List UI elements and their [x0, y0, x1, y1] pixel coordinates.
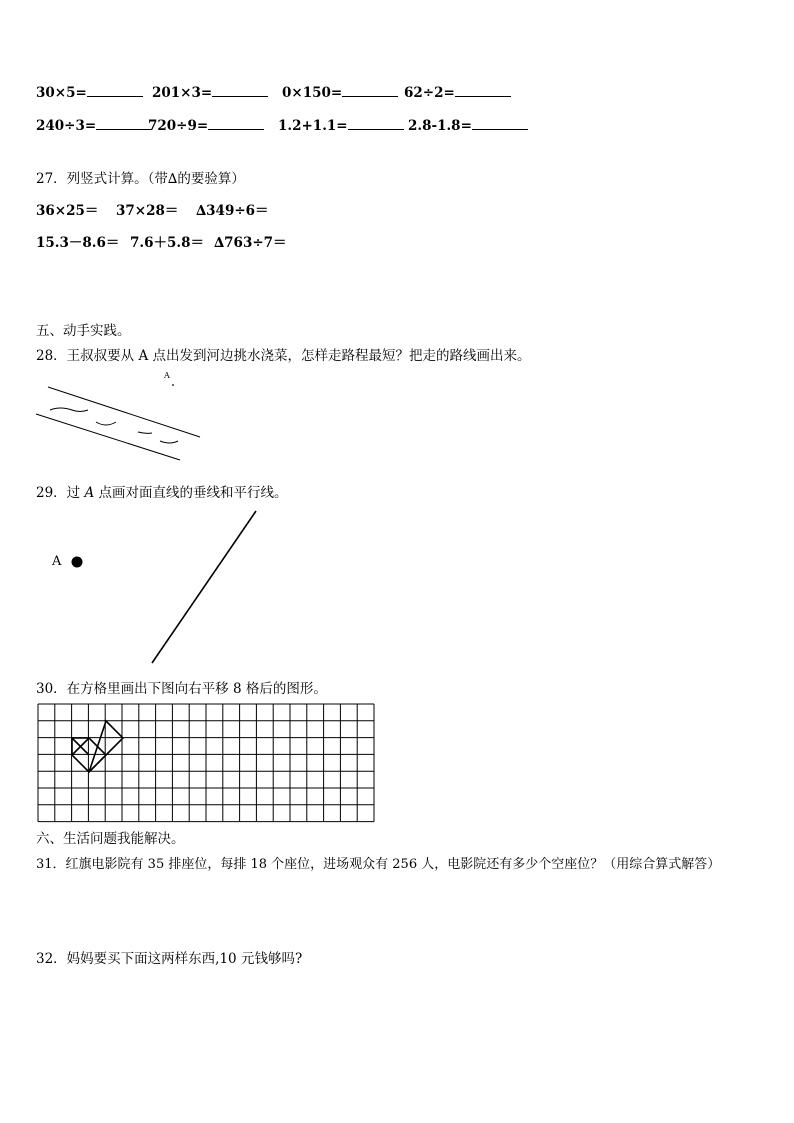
oral-expr: 240÷3= [36, 118, 97, 134]
q29-point-label: A [52, 554, 62, 569]
oral-expr: 720÷9= [148, 118, 209, 134]
oral-expr: 201×3= [152, 85, 213, 101]
q28-text: 28．王叔叔要从 A 点出发到河边挑水浇菜，怎样走路程最短？把走的路线画出来。 [36, 348, 531, 364]
answer-blank[interactable] [342, 84, 398, 97]
q32-text: 32．妈妈要买下面这两样东西,10 元钱够吗? [36, 951, 303, 967]
answer-blank[interactable] [96, 117, 152, 130]
point-a-dot [172, 384, 174, 386]
oral-calc-row-2d [408, 117, 528, 134]
point-a-dot [72, 557, 83, 568]
oral-expr: 0×150= [282, 85, 343, 101]
answer-blank[interactable] [472, 117, 528, 130]
q30-text: 30．在方格里画出下图向右平移 8 格后的图形。 [36, 681, 327, 697]
q27-expr: 37×28＝ [116, 203, 179, 219]
q29-point-italic: A [84, 485, 95, 501]
q27-expr: 7.6＋5.8＝ [130, 235, 204, 251]
q29-text [36, 481, 288, 501]
oral-expr: 30×5= [36, 85, 87, 101]
oral-calc-row-2c [278, 117, 404, 134]
square-grid [38, 704, 374, 822]
q27-expr: ∆349÷6＝ [196, 203, 269, 219]
q27-expr: 15.3－8.6＝ [36, 235, 120, 251]
answer-blank[interactable] [455, 84, 511, 97]
oral-calc-row-1d [404, 84, 511, 101]
oral-calc-row-1 [36, 84, 143, 101]
diamond-figure [72, 721, 123, 772]
section5-title: 五、动手实践。 [36, 323, 131, 339]
oral-calc-row-1c [282, 84, 398, 101]
section6-title: 六、生活问题我能解决。 [36, 831, 185, 847]
oral-calc-row-2b [148, 117, 264, 134]
oral-calc-row-1b [152, 84, 268, 101]
answer-blank[interactable] [212, 84, 268, 97]
q31-text: 31．红旗电影院有 35 排座位，每排 18 个座位，进场观众有 256 人，电影院还有多少个空座位？（用综合算式解答） [36, 857, 721, 872]
given-line [152, 511, 256, 663]
q29-text-prefix: 29．过 [36, 485, 85, 501]
oral-expr: 1.2+1.1= [278, 118, 348, 134]
oral-calc-row-2 [36, 117, 152, 134]
answer-blank[interactable] [348, 117, 404, 130]
oral-expr: 62÷2= [404, 85, 455, 101]
q29-text-suffix: 点画对面直线的垂线和平行线。 [94, 485, 288, 501]
answer-blank[interactable] [208, 117, 264, 130]
q27-title: 27．列竖式计算。（带∆的要验算） [36, 171, 245, 187]
oral-expr: 2.8-1.8= [408, 118, 472, 134]
answer-blank[interactable] [87, 84, 143, 97]
q28-point-label: A [164, 371, 170, 380]
q27-expr: ∆763÷7＝ [214, 235, 287, 251]
q27-expr: 36×25＝ [36, 203, 99, 219]
